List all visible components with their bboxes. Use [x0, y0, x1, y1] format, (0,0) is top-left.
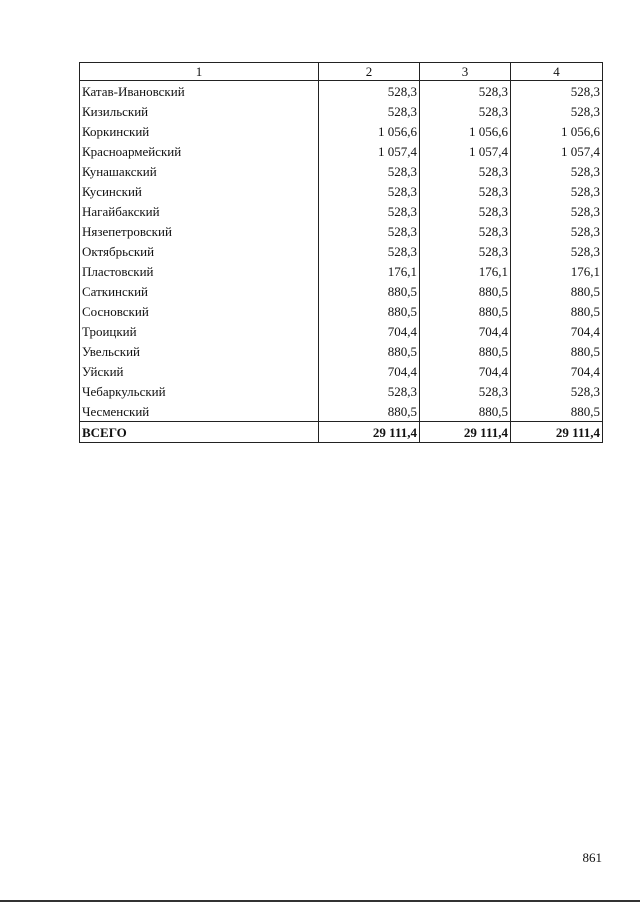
value-col4: 880,5 — [511, 281, 603, 301]
value-col4: 880,5 — [511, 301, 603, 321]
value-col2: 880,5 — [319, 401, 420, 422]
header-row — [80, 63, 603, 81]
table-row — [80, 101, 603, 121]
value-col3: 176,1 — [420, 261, 511, 281]
district-name: Троицкий — [80, 321, 319, 341]
value-col2: 528,3 — [319, 201, 420, 221]
value-col3: 880,5 — [420, 301, 511, 321]
table-row — [80, 321, 603, 341]
district-name: Пластовский — [80, 261, 319, 281]
value-col4: 704,4 — [511, 321, 603, 341]
table-row — [80, 161, 603, 181]
value-col3: 528,3 — [420, 241, 511, 261]
value-col3: 528,3 — [420, 201, 511, 221]
value-col4: 176,1 — [511, 261, 603, 281]
value-col3: 880,5 — [420, 341, 511, 361]
value-col3: 528,3 — [420, 221, 511, 241]
district-name: Саткинский — [80, 281, 319, 301]
value-col2: 528,3 — [319, 381, 420, 401]
value-col3: 528,3 — [420, 101, 511, 121]
total-label: ВСЕГО — [80, 422, 319, 443]
value-col2: 880,5 — [319, 341, 420, 361]
table-body — [80, 81, 603, 422]
district-name: Уйский — [80, 361, 319, 381]
column-header-4: 4 — [511, 63, 603, 81]
value-col2: 1 057,4 — [319, 141, 420, 161]
value-col3: 1 057,4 — [420, 141, 511, 161]
value-col2: 1 056,6 — [319, 121, 420, 141]
value-col4: 528,3 — [511, 241, 603, 261]
value-col3: 528,3 — [420, 161, 511, 181]
district-name: Увельский — [80, 341, 319, 361]
total-value-col4: 29 111,4 — [511, 422, 603, 443]
value-col3: 1 056,6 — [420, 121, 511, 141]
value-col3: 528,3 — [420, 81, 511, 102]
district-name: Кунашакский — [80, 161, 319, 181]
value-col4: 1 056,6 — [511, 121, 603, 141]
value-col2: 528,3 — [319, 221, 420, 241]
table-row — [80, 201, 603, 221]
column-header-1: 1 — [80, 63, 319, 81]
value-col2: 528,3 — [319, 241, 420, 261]
value-col4: 1 057,4 — [511, 141, 603, 161]
value-col3: 704,4 — [420, 321, 511, 341]
table-row — [80, 261, 603, 281]
district-name: Нязепетровский — [80, 221, 319, 241]
data-table — [79, 62, 603, 443]
value-col3: 528,3 — [420, 381, 511, 401]
district-name: Кусинский — [80, 181, 319, 201]
value-col2: 528,3 — [319, 161, 420, 181]
table-row — [80, 141, 603, 161]
table-row — [80, 121, 603, 141]
value-col4: 880,5 — [511, 341, 603, 361]
district-name: Кизильский — [80, 101, 319, 121]
value-col4: 528,3 — [511, 101, 603, 121]
table-row — [80, 221, 603, 241]
value-col4: 528,3 — [511, 381, 603, 401]
table-row — [80, 361, 603, 381]
value-col4: 528,3 — [511, 201, 603, 221]
column-header-3: 3 — [420, 63, 511, 81]
district-name: Чебаркульский — [80, 381, 319, 401]
table-row — [80, 241, 603, 261]
district-name: Коркинский — [80, 121, 319, 141]
value-col4: 528,3 — [511, 161, 603, 181]
value-col3: 880,5 — [420, 401, 511, 422]
value-col2: 704,4 — [319, 321, 420, 341]
total-value-col3: 29 111,4 — [420, 422, 511, 443]
table-row — [80, 181, 603, 201]
page-number: 861 — [582, 850, 602, 865]
value-col2: 528,3 — [319, 101, 420, 121]
value-col2: 880,5 — [319, 301, 420, 321]
value-col3: 704,4 — [420, 361, 511, 381]
table-row — [80, 381, 603, 401]
table-row — [80, 341, 603, 361]
value-col4: 528,3 — [511, 221, 603, 241]
total-row — [80, 422, 603, 443]
district-name: Красноармейский — [80, 141, 319, 161]
table-header — [80, 63, 603, 81]
value-col2: 528,3 — [319, 81, 420, 102]
value-col2: 704,4 — [319, 361, 420, 381]
column-header-2: 2 — [319, 63, 420, 81]
value-col3: 880,5 — [420, 281, 511, 301]
table-row — [80, 301, 603, 321]
value-col2: 176,1 — [319, 261, 420, 281]
value-col4: 880,5 — [511, 401, 603, 422]
total-value-col2: 29 111,4 — [319, 422, 420, 443]
table-row — [80, 281, 603, 301]
district-name: Чесменский — [80, 401, 319, 422]
district-name: Нагайбакский — [80, 201, 319, 221]
value-col4: 528,3 — [511, 181, 603, 201]
table-row — [80, 81, 603, 102]
value-col2: 880,5 — [319, 281, 420, 301]
table-footer — [80, 422, 603, 443]
district-name: Сосновский — [80, 301, 319, 321]
value-col4: 528,3 — [511, 81, 603, 102]
value-col4: 704,4 — [511, 361, 603, 381]
bottom-rule — [0, 900, 640, 902]
value-col3: 528,3 — [420, 181, 511, 201]
district-name: Октябрьский — [80, 241, 319, 261]
district-name: Катав-Ивановский — [80, 81, 319, 102]
table-row — [80, 401, 603, 422]
value-col2: 528,3 — [319, 181, 420, 201]
